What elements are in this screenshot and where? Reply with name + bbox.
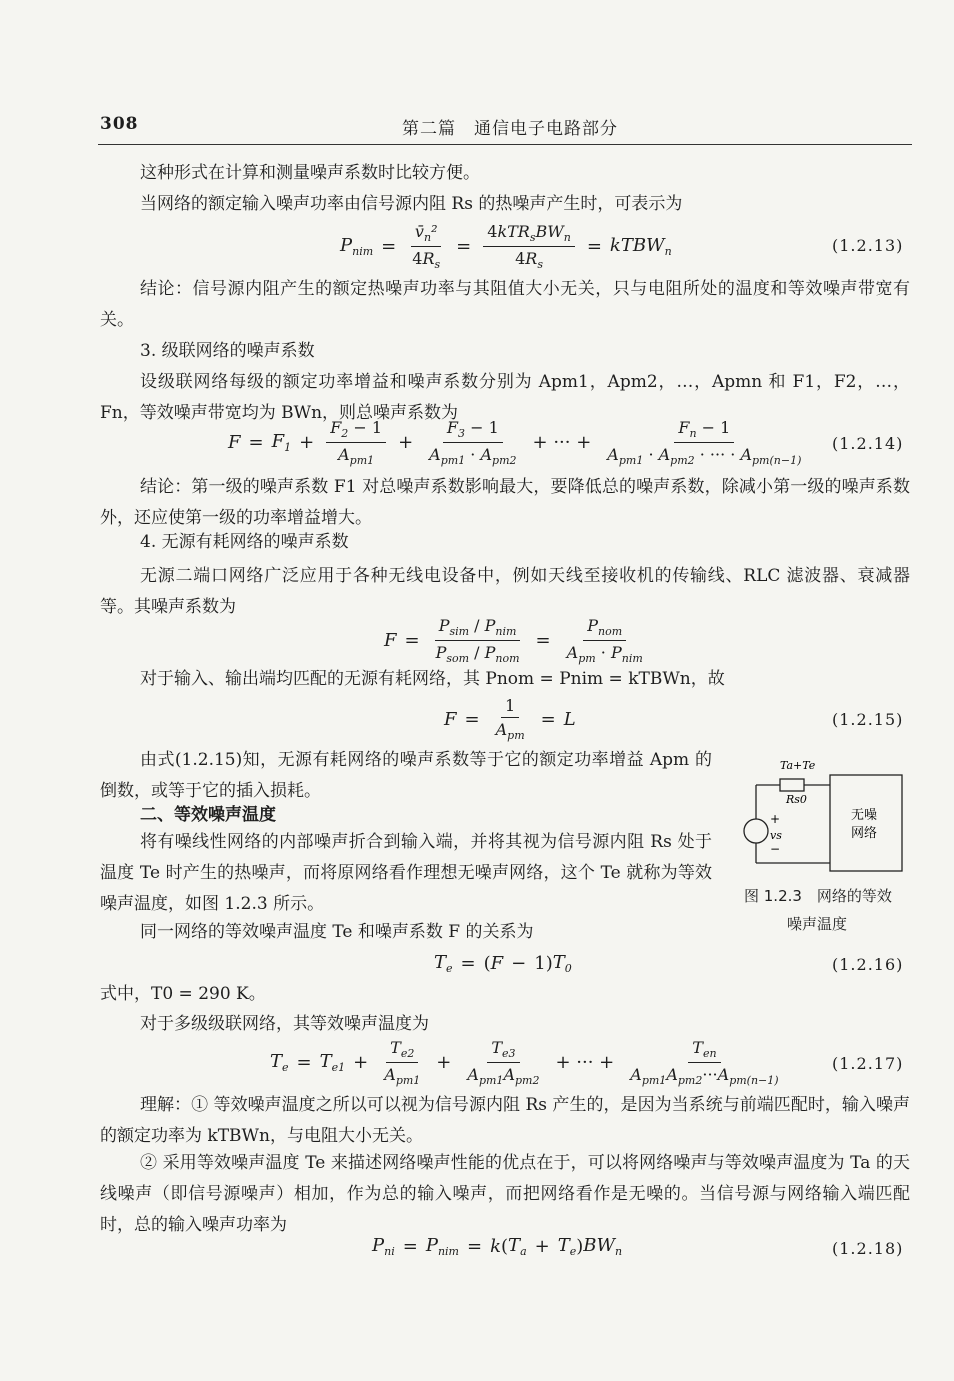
equation-noise-figure-passive: F = $\frac{P_{sim} / P_{nim}}{P_{som} / P_{nom}}$ = $\frac{P_{nom}}{A_{pm} \cdot P_{nim}}$	[384, 616, 643, 665]
paragraph-14: ② 采用等效噪声温度 Te 来描述网络噪声性能的优点在于，可以将网络噪声与等效噪声温度为 Ta 的天线噪声（即信号源噪声）相加，作为总的输入噪声，而把网络看作是无噪的。当信号源与网络输入端匹配时，总的输入噪声功率为	[100, 1153, 910, 1235]
paragraph-1: 这种形式在计算和测量噪声系数时比较方便。	[140, 163, 480, 183]
equation-1-2-16: $T_e$ = ( F − 1) $T_0$	[434, 952, 572, 975]
paragraph-5: 结论：第一级的噪声系数 F1 对总噪声系数影响最大，要降低总的噪声系数，除减小第一级的噪声系数外，还应使第一级的功率增益增大。	[100, 477, 910, 528]
voltage-source	[744, 819, 768, 843]
paragraph-13: 理解：① 等效噪声温度之所以可以视为信号源内阻 Rs 产生的，是因为当系统与前端匹配时，输入噪声的额定功率为 kTBWn，与电阻大小无关。	[100, 1095, 910, 1146]
figure-equivalent-noise-circuit	[738, 757, 908, 877]
paragraph-2: 当网络的额定输入噪声功率由信号源内阻 Rs 的热噪声产生时，可表示为	[140, 194, 683, 214]
section-heading-4: 4. 无源有耗网络的噪声系数	[140, 532, 349, 552]
equation-number: (1.2.14)	[832, 434, 904, 453]
section-heading-3: 3. 级联网络的噪声系数	[140, 341, 315, 361]
box-label-line2: 网络	[851, 826, 878, 841]
section-heading-temperature: 二、等效噪声温度	[140, 805, 276, 825]
equation-1-2-17: $T_e$ = $T_{e1}$ + $\frac{T_{e2}}{A_{pm1}}$ + $\frac{T_{e3}}{A_{pm1}A_{pm2}}$ + ··· + $\frac{T_{en}}{A_{pm1}A_{pm2}\cdot\cdot\cdot A_{pm(n-1)}}$	[270, 1038, 779, 1087]
paragraph-8: 由式(1.2.15)知，无源有耗网络的噪声系数等于它的额定功率增益 Apm 的倒数，或等于它的插入损耗。	[100, 750, 712, 801]
paragraph-11: 式中，T0 = 290 K。	[100, 984, 266, 1004]
source-label: vs	[770, 829, 782, 842]
equation-1-2-13: $P_{nim}$ = $\frac{v̄_n^2}{4R_s}$ = $\frac{4kTR_sBW_n}{4R_s}$ = kTBW$_n$	[340, 222, 672, 271]
equation-1-2-18: $P_{ni}$ = $P_{nim}$ = k ( $T_a$ + $T_e$ ) $BW_n$	[372, 1235, 623, 1258]
plus-sign: +	[770, 812, 781, 826]
running-title: 第二篇 通信电子电路部分	[402, 119, 618, 139]
box-label-line1: 无噪	[851, 808, 878, 823]
paragraph-3: 结论：信号源内阻产生的额定热噪声功率与其阻值大小无关，只与电阻所处的温度和等效噪声带宽有关。	[100, 279, 910, 330]
header-rule	[98, 144, 912, 145]
paragraph-10: 同一网络的等效噪声温度 Te 和噪声系数 F 的关系为	[140, 922, 534, 942]
temperature-label: Ta+Te	[780, 759, 816, 772]
paragraph-6: 无源二端口网络广泛应用于各种无线电设备中，例如天线至接收机的传输线、RLC 滤波器、衰减器等。其噪声系数为	[100, 566, 910, 617]
resistor-label: Rs0	[786, 793, 807, 806]
page-number: 308	[100, 114, 139, 134]
paragraph-4: 设级联网络每级的额定功率增益和噪声系数分别为 Apm1，Apm2，…，Apmn 和 F1，F2，…，Fn，等效噪声带宽均为 BWn，则总噪声系数为	[100, 372, 910, 423]
paragraph-9: 将有噪线性网络的内部噪声折合到输入端，并将其视为信号源内阻 Rs 处于温度 Te 时产生的热噪声，而将原网络看作理想无噪声网络，这个 Te 就称为等效噪声温度，如图 1.2.3 所示。	[100, 832, 712, 914]
paragraph-7: 对于输入、输出端均匹配的无源有耗网络，其 Pnom = Pnim = kTBWn，故	[140, 669, 725, 689]
equation-number: (1.2.16)	[832, 955, 904, 974]
equation-number: (1.2.15)	[832, 710, 904, 729]
figure-caption-line2: 噪声温度	[787, 915, 848, 933]
equation-number: (1.2.17)	[832, 1054, 904, 1073]
equation-1-2-14: F = $F_1$ + $\frac{F_2 - 1}{A_{pm1}}$ + $\frac{F_3 - 1}{A_{pm1} \cdot A_{pm2}}$ + ··· + $\frac{F_n - 1}{A_{pm1} \cdot A_{pm2} \cdot \cdot\cdot\cdot \cdot A_{pm(n-1)}}$	[228, 418, 802, 467]
resistor-rs0	[780, 779, 804, 791]
equation-number: (1.2.18)	[832, 1239, 904, 1258]
figure-caption-line1: 图 1.2.3 网络的等效	[744, 887, 892, 905]
equation-number: (1.2.13)	[832, 236, 904, 255]
paragraph-12: 对于多级级联网络，其等效噪声温度为	[140, 1014, 429, 1034]
minus-sign: −	[770, 842, 781, 856]
noiseless-network-box	[830, 775, 902, 871]
equation-1-2-15: F = $\frac{1}{A_{pm}}$ = L	[444, 696, 576, 742]
